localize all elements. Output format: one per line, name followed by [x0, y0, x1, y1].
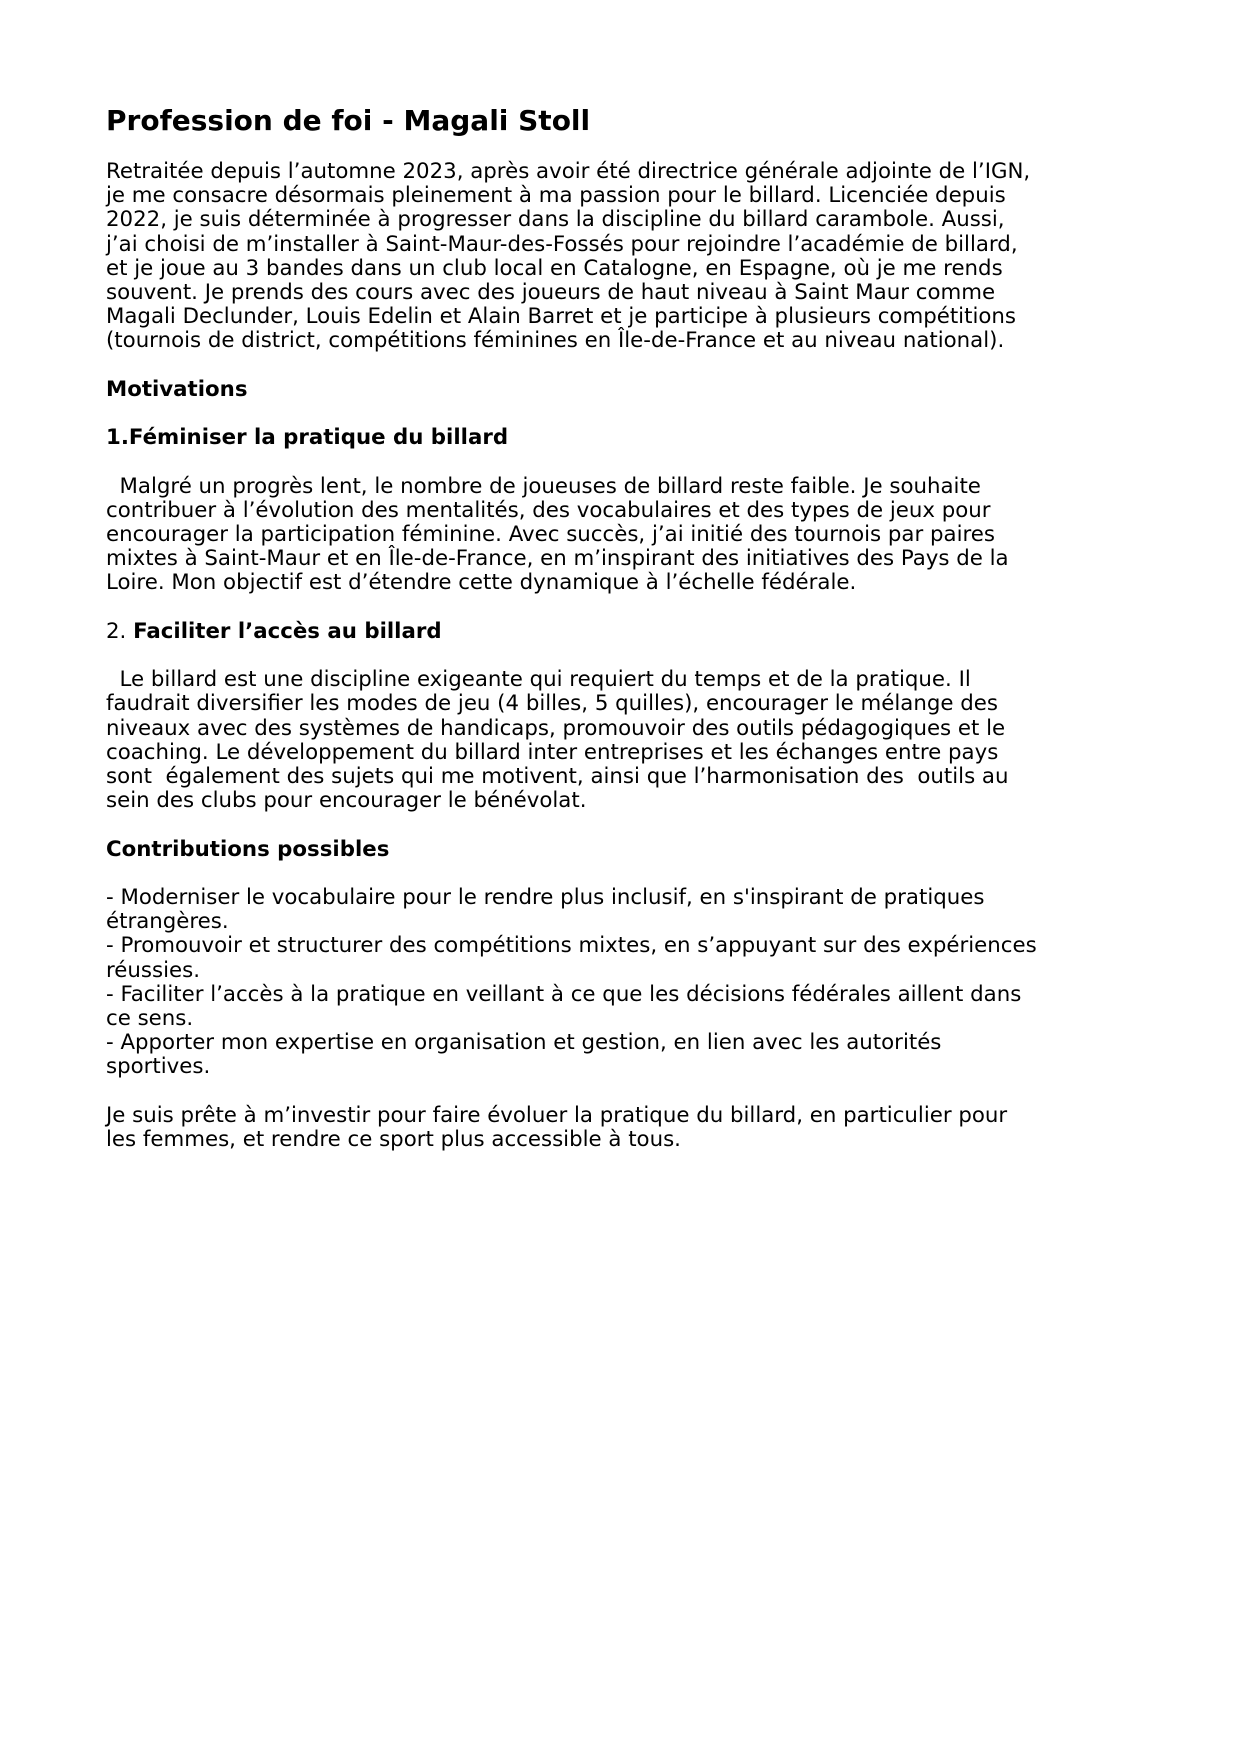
list-item: - Promouvoir et structurer des compétitions mixtes, en s’appuyant sur des expériences: [106, 933, 1037, 959]
section2-title: Faciliter l’accès au billard: [133, 618, 442, 644]
closing-paragraph: [106, 1104, 1136, 1152]
text-line: sein des clubs pour encourager le bénévolat.: [106, 788, 587, 814]
list-item: - Apporter mon expertise en organisation et gestion, en lien avec les autorités: [106, 1030, 942, 1056]
text-line: 2022, je suis déterminée à progresser dans la discipline du billard carambole. Aussi,: [106, 207, 1005, 233]
section2-number: 2.: [106, 618, 134, 644]
text-line: je me consacre désormais pleinement à ma passion pour le billard. Licenciée depuis: [106, 183, 1006, 209]
document-body: [106, 160, 1136, 1152]
text-line: les femmes, et rendre ce sport plus accessible à tous.: [106, 1127, 681, 1152]
section2-paragraph: [106, 668, 1136, 813]
text-line: coaching. Le développement du billard inter entreprises et les échanges entre pays: [106, 739, 999, 765]
text-line: Malgré un progrès lent, le nombre de joueuses de billard reste faible. Je souhaite: [106, 473, 981, 499]
list-item: - Moderniser le vocabulaire pour le rendre plus inclusif, en s'inspirant de pratiques: [106, 884, 985, 910]
text-line: encourager la participation féminine. Avec succès, j’ai initié des tournois par paires: [106, 522, 995, 547]
page-title: Profession de foi - Magali Stoll: [106, 104, 591, 137]
list-item: étrangères.: [106, 909, 229, 935]
section1-number: 1.: [106, 425, 129, 451]
section1-paragraph: [106, 475, 1136, 596]
list-item: - Faciliter l’accès à la pratique en veillant à ce que les décisions fédérales aillent dans: [106, 981, 1022, 1007]
text-line: et je joue au 3 bandes dans un club local en Catalogne, en Espagne, où je me rends: [106, 255, 1003, 281]
text-line: j’ai choisi de m’installer à Saint-Maur-des-Fossés pour rejoindre l’académie de billard,: [106, 231, 1018, 257]
intro-paragraph: [106, 160, 1136, 354]
text-line: Loire. Mon objectif est d’étendre cette dynamique à l’échelle fédérale.: [106, 570, 857, 596]
contributions-heading: Contributions possibles: [106, 836, 390, 862]
section2-heading: [106, 620, 1136, 644]
text-line: Retraitée depuis l’automne 2023, après avoir été directrice générale adjointe de l’IGN,: [106, 159, 1031, 184]
text-line: Magali Declunder, Louis Edelin et Alain Barret et je participe à plusieurs compétitions: [106, 304, 1016, 330]
text-line: sont également des sujets qui me motivent, ainsi que l’harmonisation des outils au: [106, 764, 1009, 789]
text-line: Le billard est une discipline exigeante qui requiert du temps et de la pratique. Il: [106, 667, 971, 693]
text-line: Je suis prête à m’investir pour faire évoluer la pratique du billard, en particulier pour: [106, 1102, 1008, 1128]
text-line: mixtes à Saint-Maur et en Île-de-France, en m’inspirant des initiatives des Pays de la: [106, 546, 1009, 572]
text-line: faudrait diversifier les modes de jeu (4 billes, 5 quilles), encourager le mélange des: [106, 691, 998, 717]
text-line: niveaux avec des systèmes de handicaps, promouvoir des outils pédagogiques et le: [106, 715, 1006, 741]
list-item: ce sens.: [106, 1006, 194, 1031]
list-item: sportives.: [106, 1054, 211, 1080]
text-line: (tournois de district, compétitions féminines en Île-de-France et au niveau national).: [106, 328, 1005, 354]
list-item: réussies.: [106, 957, 200, 983]
section1-heading: [106, 426, 1136, 450]
motivations-heading: Motivations: [106, 376, 248, 402]
section1-title: Féminiser la pratique du billard: [128, 425, 509, 451]
text-line: souvent. Je prends des cours avec des joueurs de haut niveau à Saint Maur comme: [106, 280, 996, 306]
text-line: contribuer à l’évolution des mentalités, des vocabulaires et des types de jeux pour: [106, 497, 991, 523]
contributions-list: [106, 886, 1136, 1080]
